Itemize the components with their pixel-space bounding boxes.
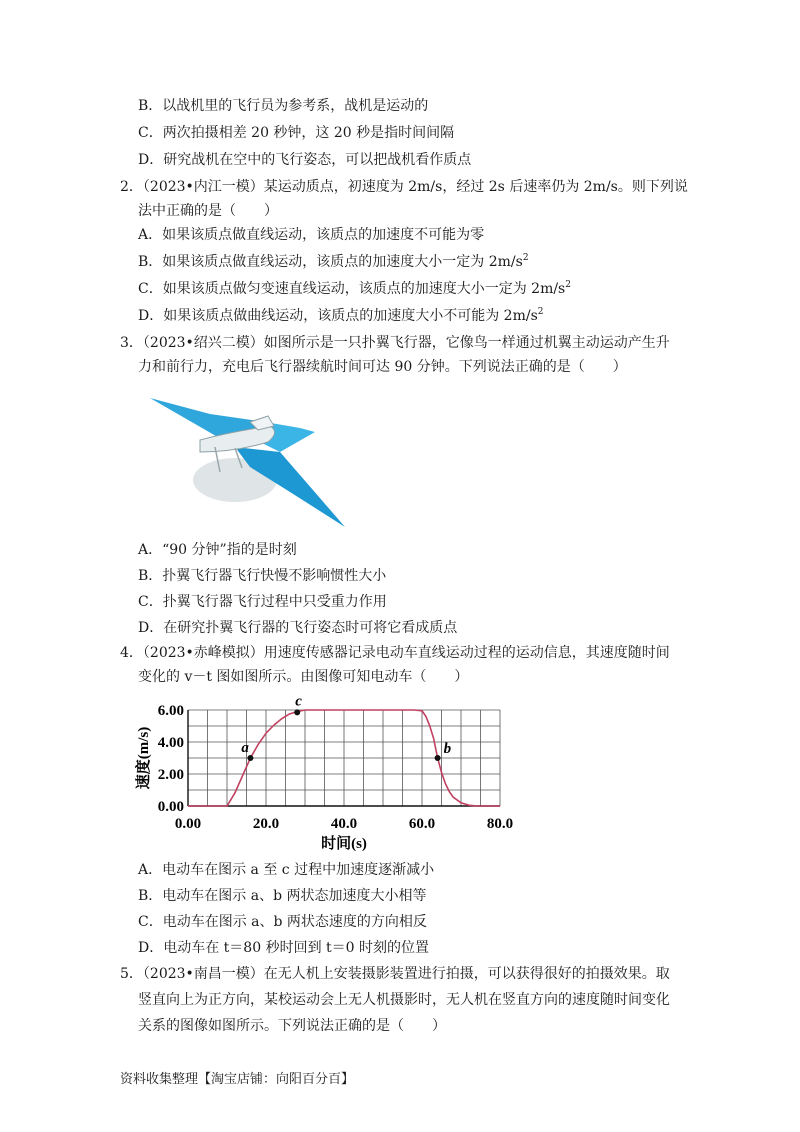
q3-option-b: B．扑翼飞行器飞行快慢不影响惯性大小 <box>138 568 387 584</box>
vt-chart <box>130 690 530 855</box>
q2-option-c-sup: 2 <box>565 280 571 290</box>
q3-option-c: C．扑翼飞行器飞行过程中只受重力作用 <box>138 594 387 610</box>
q1-option-c: C．两次拍摄相差 20 秒钟，这 20 秒是指时间间隔 <box>138 125 455 141</box>
chart-point-c <box>294 709 300 715</box>
chart-y-label: 速度(m/s) <box>136 726 152 790</box>
chart-tick-labels <box>158 703 513 832</box>
q4-option-b: B．电动车在图示 a、b 两状态加速度大小相等 <box>138 888 427 904</box>
q4-stem-line-1: 4．（2023•赤峰模拟）用速度传感器记录电动车直线运动过程的运动信息，其速度随时间 <box>120 645 670 661</box>
y-tick-label: 0.00 <box>157 799 184 815</box>
q3-stem-line-2: 力和前行力，充电后飞行器续航时间可达 90 分钟。下列说法正确的是（ ） <box>138 359 627 375</box>
x-tick-label: 60.0 <box>408 816 436 832</box>
q1-option-b: B．以战机里的飞行员为参考系，战机是运动的 <box>138 98 429 114</box>
q2-stem-line-2: 法中正确的是（ ） <box>138 203 278 219</box>
q3-stem-line-1: 3．（2023•绍兴二模）如图所示是一只扑翼飞行器，它像鸟一样通过机翼主动运动产生升 <box>120 335 670 351</box>
q2-option-a: A．如果该质点做直线运动，该质点的加速度不可能为零 <box>138 227 485 243</box>
q3-option-a: A．“90 分钟”指的是时刻 <box>138 542 297 558</box>
q2-option-b <box>138 252 529 272</box>
chart-point-label-a: a <box>241 740 249 756</box>
x-tick-label: 0.00 <box>174 816 202 832</box>
q4-option-d: D．电动车在 t＝80 秒时回到 t＝0 时刻的位置 <box>138 940 429 956</box>
x-tick-label: 80.0 <box>486 816 514 832</box>
q4-option-c: C．电动车在图示 a、b 两状态速度的方向相反 <box>138 914 427 930</box>
y-tick-label: 6.00 <box>157 703 184 719</box>
chart-point-b <box>435 755 441 761</box>
chart-x-label: 时间(s) <box>321 836 367 852</box>
q2-option-d-text: D．如果该质点做曲线运动，该质点的加速度大小不可能为 2m/s <box>138 308 538 324</box>
q4-stem-line-2: 变化的 v－t 图如图所示。由图像可知电动车（ ） <box>138 669 469 685</box>
y-tick-label: 4.00 <box>157 735 184 751</box>
x-tick-label: 20.0 <box>252 816 280 832</box>
chart-point-label-b: b <box>443 741 452 757</box>
chart-point-label-c: c <box>295 693 302 710</box>
q2-option-c <box>138 279 571 299</box>
q2-option-b-text: B．如果该质点做直线运动，该质点的加速度大小一定为 2m/s <box>138 254 523 270</box>
x-tick-label: 40.0 <box>330 816 358 832</box>
q5-stem-line-3: 关系的图像如图所示。下列说法正确的是（ ） <box>138 1018 446 1034</box>
q2-option-d-sup: 2 <box>537 307 544 317</box>
y-tick-label: 2.00 <box>157 767 184 783</box>
page-footer: 资料收集整理【淘宝店铺：向阳百分百】 <box>120 1072 355 1087</box>
q2-option-b-sup: 2 <box>522 253 529 263</box>
q3-option-d: D．在研究扑翼飞行器的飞行姿态时可将它看成质点 <box>138 620 458 636</box>
q2-option-c-text: C．如果该质点做匀变速直线运动，该质点的加速度大小一定为 2m/s <box>138 281 566 297</box>
q5-stem-line-1: 5．（2023•南昌一模）在无人机上安装摄影装置进行拍摄，可以获得很好的拍摄效果。取 <box>120 966 670 982</box>
flapping-wing-aircraft-image <box>140 392 355 532</box>
q2-option-d <box>138 306 544 326</box>
q5-stem-line-2: 竖直向上为正方向，某校运动会上无人机摄影时，无人机在竖直方向的速度随时间变化 <box>138 992 670 1008</box>
q1-option-d: D．研究战机在空中的飞行姿态，可以把战机看作质点 <box>138 152 472 168</box>
q2-stem-line-1: 2．（2023•内江一模）某运动质点，初速度为 2m/s，经过 2s 后速率仍为 2m/s。则下列说 <box>120 179 688 195</box>
q4-option-a: A．电动车在图示 a 至 c 过程中加速度逐渐减小 <box>138 862 435 878</box>
